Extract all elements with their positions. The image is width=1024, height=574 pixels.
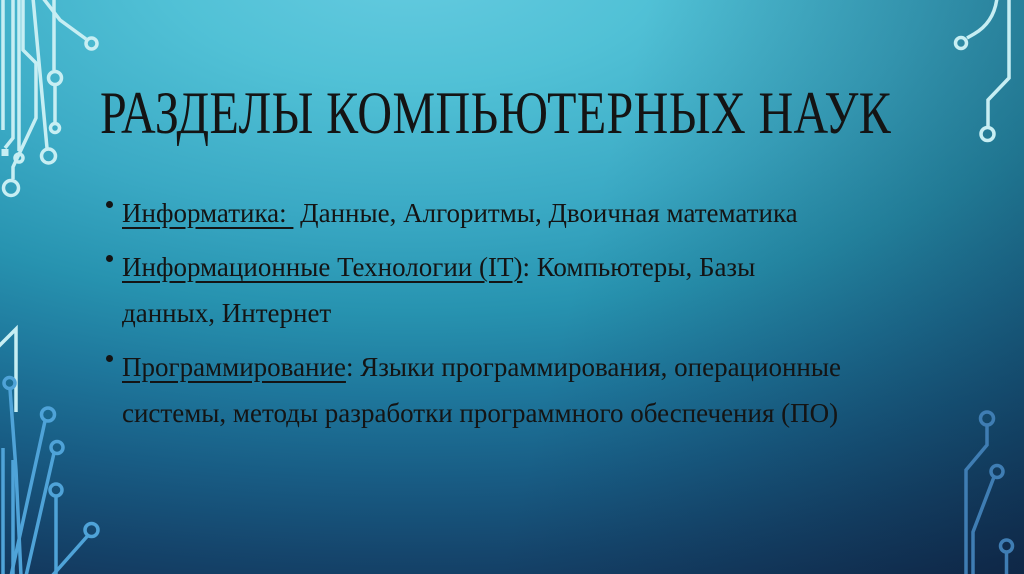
circuit-trace-top-right-icon xyxy=(956,0,1010,141)
bullet-marker-icon xyxy=(106,355,113,362)
bullet-list xyxy=(106,190,926,444)
circuit-trace-bottom-left-icon xyxy=(3,378,98,574)
bullet-text-segment: данных, Интернет xyxy=(122,298,332,328)
bullet-term-underlined: Программирование xyxy=(122,352,346,382)
bullet-text-line xyxy=(122,290,926,336)
bullet-term-underlined: Информационные Технологии (IT) xyxy=(122,252,523,282)
bullet-item xyxy=(106,344,926,436)
bullet-text-segment: системы, методы разработки программного обеспечения (ПО) xyxy=(122,398,839,428)
bullet-text-segment: : Языки программирования, операционные xyxy=(345,352,841,382)
bullet-text-line xyxy=(122,390,926,436)
bullet-text-segment: : Компьютеры, Базы xyxy=(522,252,756,282)
circuit-trace-top-left-icon xyxy=(0,0,97,412)
bullet-marker-icon xyxy=(106,255,113,262)
circuit-trace-bottom-right-icon xyxy=(966,412,1013,574)
bullet-term-underlined: Информатика: xyxy=(122,198,294,228)
bullet-text-segment: Данные, Алгоритмы, Двоичная математика xyxy=(293,198,798,228)
slide-title: РАЗДЕЛЫ КОМПЬЮТЕРНЫХ НАУК xyxy=(100,80,892,146)
bullet-item xyxy=(106,190,926,236)
bullet-text-line xyxy=(122,344,926,390)
bullet-text-line xyxy=(122,190,926,236)
bullet-marker-icon xyxy=(106,201,113,208)
bullet-text-line xyxy=(122,244,926,290)
bullet-item xyxy=(106,244,926,336)
